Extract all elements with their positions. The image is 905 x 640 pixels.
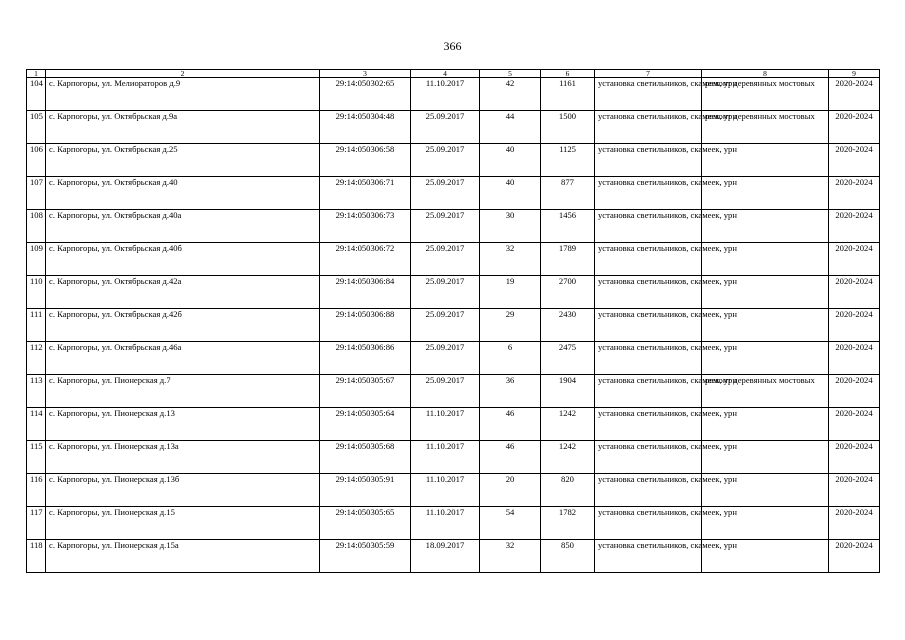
area-cell: 1500	[541, 111, 595, 144]
minimum-works-cell: установка светильников, скамеек, урн	[595, 375, 702, 408]
minimum-works-cell: установка светильников, скамеек, урн	[595, 243, 702, 276]
column-number: 5	[480, 70, 541, 78]
residents-count-cell: 54	[480, 507, 541, 540]
minimum-works-cell: установка светильников, скамеек, урн	[595, 177, 702, 210]
table-row	[27, 144, 880, 177]
residents-count-cell: 30	[480, 210, 541, 243]
period-cell: 2020-2024	[829, 210, 880, 243]
minimum-works-cell: установка светильников, скамеек, урн	[595, 210, 702, 243]
row-number: 104	[27, 78, 46, 111]
cadastral-number-cell: 29:14:050305:59	[320, 540, 411, 573]
row-number: 111	[27, 309, 46, 342]
minimum-works-cell: установка светильников, скамеек, урн	[595, 276, 702, 309]
cadastral-number-cell: 29:14:050306:86	[320, 342, 411, 375]
date-cell: 25.09.2017	[411, 276, 480, 309]
residents-count-cell: 29	[480, 309, 541, 342]
period-cell: 2020-2024	[829, 309, 880, 342]
residents-count-cell: 40	[480, 177, 541, 210]
area-cell: 820	[541, 474, 595, 507]
cadastral-number-cell: 29:14:050306:84	[320, 276, 411, 309]
period-cell: 2020-2024	[829, 177, 880, 210]
date-cell: 25.09.2017	[411, 177, 480, 210]
address-cell: с. Карпогоры, ул. Октябрьская д.40а	[46, 210, 320, 243]
address-cell: с. Карпогоры, ул. Октябрьская д.40	[46, 177, 320, 210]
row-number: 113	[27, 375, 46, 408]
period-cell: 2020-2024	[829, 342, 880, 375]
period-cell: 2020-2024	[829, 243, 880, 276]
minimum-works-cell: установка светильников, скамеек, урн	[595, 507, 702, 540]
area-cell: 1456	[541, 210, 595, 243]
minimum-works-cell: установка светильников, скамеек, урн	[595, 309, 702, 342]
date-cell: 25.09.2017	[411, 111, 480, 144]
area-cell: 877	[541, 177, 595, 210]
address-cell: с. Карпогоры, ул. Октябрьская д.40б	[46, 243, 320, 276]
table-row	[27, 342, 880, 375]
table-row	[27, 78, 880, 111]
period-cell: 2020-2024	[829, 441, 880, 474]
residents-count-cell: 32	[480, 540, 541, 573]
cadastral-number-cell: 29:14:050305:68	[320, 441, 411, 474]
area-cell: 1782	[541, 507, 595, 540]
residents-count-cell: 20	[480, 474, 541, 507]
row-number: 118	[27, 540, 46, 573]
table-row	[27, 441, 880, 474]
address-cell: с. Карпогоры, ул. Октябрьская д.25	[46, 144, 320, 177]
date-cell: 25.09.2017	[411, 144, 480, 177]
row-number: 114	[27, 408, 46, 441]
date-cell: 11.10.2017	[411, 78, 480, 111]
address-cell: с. Карпогоры, ул. Пионерская д.7	[46, 375, 320, 408]
date-cell: 11.10.2017	[411, 408, 480, 441]
page-number: 366	[443, 39, 462, 53]
row-number: 116	[27, 474, 46, 507]
area-cell: 1161	[541, 78, 595, 111]
period-cell: 2020-2024	[829, 408, 880, 441]
cadastral-number-cell: 29:14:050304:48	[320, 111, 411, 144]
cadastral-number-cell: 29:14:050305:67	[320, 375, 411, 408]
residents-count-cell: 46	[480, 441, 541, 474]
cadastral-number-cell: 29:14:050306:58	[320, 144, 411, 177]
additional-works-cell: ремонт деревянных мостовых	[702, 375, 829, 408]
address-cell: с. Карпогоры, ул. Мелиораторов д.9	[46, 78, 320, 111]
row-number: 115	[27, 441, 46, 474]
cadastral-number-cell: 29:14:050306:72	[320, 243, 411, 276]
area-cell: 1242	[541, 441, 595, 474]
residents-count-cell: 19	[480, 276, 541, 309]
period-cell: 2020-2024	[829, 276, 880, 309]
date-cell: 25.09.2017	[411, 309, 480, 342]
address-cell: с. Карпогоры, ул. Октябрьская д.9а	[46, 111, 320, 144]
additional-works-cell: ремонт деревянных мостовых	[702, 111, 829, 144]
address-cell: с. Карпогоры, ул. Пионерская д.13	[46, 408, 320, 441]
cadastral-number-cell: 29:14:050306:71	[320, 177, 411, 210]
period-cell: 2020-2024	[829, 507, 880, 540]
column-number: 3	[320, 70, 411, 78]
table-row	[27, 408, 880, 441]
date-cell: 11.10.2017	[411, 441, 480, 474]
column-number: 2	[46, 70, 320, 78]
row-number: 105	[27, 111, 46, 144]
minimum-works-cell: установка светильников, скамеек, урн	[595, 342, 702, 375]
column-number: 9	[829, 70, 880, 78]
table-row	[27, 276, 880, 309]
residents-count-cell: 6	[480, 342, 541, 375]
area-cell: 1125	[541, 144, 595, 177]
minimum-works-cell: установка светильников, скамеек, урн	[595, 111, 702, 144]
column-number: 6	[541, 70, 595, 78]
additional-works-cell: ремонт деревянных мостовых	[702, 78, 829, 111]
address-cell: с. Карпогоры, ул. Октябрьская д.42б	[46, 309, 320, 342]
date-cell: 11.10.2017	[411, 474, 480, 507]
table-row	[27, 474, 880, 507]
residents-count-cell: 46	[480, 408, 541, 441]
cadastral-number-cell: 29:14:050306:73	[320, 210, 411, 243]
table-row	[27, 243, 880, 276]
residents-count-cell: 42	[480, 78, 541, 111]
address-cell: с. Карпогоры, ул. Пионерская д.15а	[46, 540, 320, 573]
period-cell: 2020-2024	[829, 540, 880, 573]
table-row	[27, 309, 880, 342]
column-number-row	[27, 70, 880, 78]
minimum-works-cell: установка светильников, скамеек, урн	[595, 144, 702, 177]
table-row	[27, 507, 880, 540]
cadastral-number-cell: 29:14:050302:65	[320, 78, 411, 111]
date-cell: 25.09.2017	[411, 210, 480, 243]
row-number: 112	[27, 342, 46, 375]
date-cell: 25.09.2017	[411, 243, 480, 276]
date-cell: 18.09.2017	[411, 540, 480, 573]
period-cell: 2020-2024	[829, 111, 880, 144]
area-cell: 1242	[541, 408, 595, 441]
cadastral-number-cell: 29:14:050305:64	[320, 408, 411, 441]
row-number: 107	[27, 177, 46, 210]
table-row	[27, 210, 880, 243]
minimum-works-cell: установка светильников, скамеек, урн	[595, 441, 702, 474]
column-number: 1	[27, 70, 46, 78]
address-cell: с. Карпогоры, ул. Октябрьская д.46а	[46, 342, 320, 375]
minimum-works-cell: установка светильников, скамеек, урн	[595, 78, 702, 111]
period-cell: 2020-2024	[829, 144, 880, 177]
area-cell: 2430	[541, 309, 595, 342]
area-cell: 2475	[541, 342, 595, 375]
column-number: 7	[595, 70, 702, 78]
address-cell: с. Карпогоры, ул. Пионерская д.13б	[46, 474, 320, 507]
area-cell: 1789	[541, 243, 595, 276]
minimum-works-cell: установка светильников, скамеек, урн	[595, 540, 702, 573]
table-row	[27, 111, 880, 144]
table-row	[27, 177, 880, 210]
row-number: 117	[27, 507, 46, 540]
row-number: 109	[27, 243, 46, 276]
residents-count-cell: 36	[480, 375, 541, 408]
residents-count-cell: 32	[480, 243, 541, 276]
period-cell: 2020-2024	[829, 474, 880, 507]
column-number: 4	[411, 70, 480, 78]
date-cell: 25.09.2017	[411, 375, 480, 408]
address-cell: с. Карпогоры, ул. Пионерская д.15	[46, 507, 320, 540]
area-cell: 850	[541, 540, 595, 573]
cadastral-number-cell: 29:14:050306:88	[320, 309, 411, 342]
cadastral-number-cell: 29:14:050305:65	[320, 507, 411, 540]
period-cell: 2020-2024	[829, 375, 880, 408]
residents-count-cell: 44	[480, 111, 541, 144]
period-cell: 2020-2024	[829, 78, 880, 111]
row-number: 110	[27, 276, 46, 309]
address-cell: с. Карпогоры, ул. Пионерская д.13а	[46, 441, 320, 474]
cadastral-number-cell: 29:14:050305:91	[320, 474, 411, 507]
table-row	[27, 375, 880, 408]
table-row	[27, 540, 880, 573]
area-cell: 1904	[541, 375, 595, 408]
improvement-table	[26, 69, 880, 573]
area-cell: 2700	[541, 276, 595, 309]
residents-count-cell: 40	[480, 144, 541, 177]
date-cell: 25.09.2017	[411, 342, 480, 375]
minimum-works-cell: установка светильников, скамеек, урн	[595, 474, 702, 507]
row-number: 106	[27, 144, 46, 177]
address-cell: с. Карпогоры, ул. Октябрьская д.42а	[46, 276, 320, 309]
date-cell: 11.10.2017	[411, 507, 480, 540]
column-number: 8	[702, 70, 829, 78]
row-number: 108	[27, 210, 46, 243]
minimum-works-cell: установка светильников, скамеек, урн	[595, 408, 702, 441]
